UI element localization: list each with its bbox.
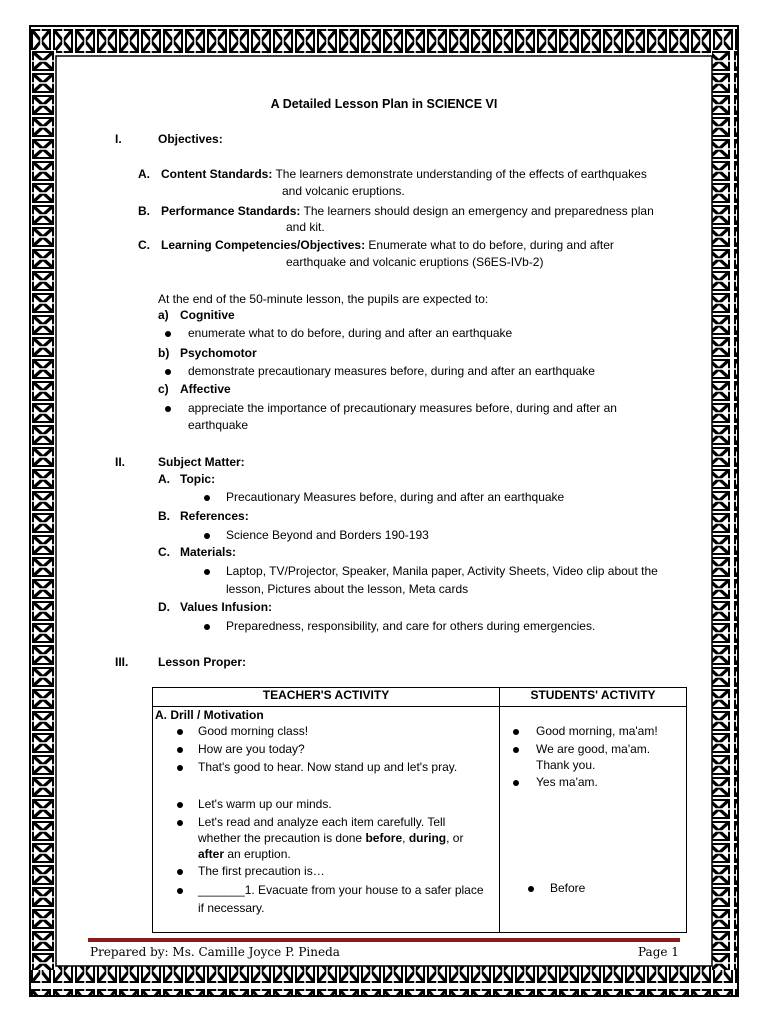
domain-letter-a: a): [158, 308, 169, 322]
domain-letter-c: c): [158, 382, 169, 396]
teacher-line: Let's read and analyze each item carefully. Tell: [198, 815, 446, 829]
teacher-line: _______1. Evacuate from your house to a safer place: [198, 883, 484, 897]
section-heading-objectives: Objectives:: [158, 132, 223, 146]
bullet-icon: [513, 747, 519, 753]
activity-table: [152, 687, 687, 933]
performance-standards: [161, 203, 654, 219]
content-standards-text: The learners demonstrate understanding of the effects of earthquakes: [275, 167, 647, 181]
bullet-icon: [513, 780, 519, 786]
bullet-icon: [177, 765, 183, 771]
item-letter-b: B.: [138, 204, 150, 218]
keyword-before: before: [365, 831, 403, 845]
learning-competencies-label: Learning Competencies/Objectives:: [161, 238, 366, 252]
section-numeral-3: III.: [115, 655, 129, 669]
teacher-activity-header: TEACHER'S ACTIVITY: [153, 688, 500, 707]
teacher-activity-cell: [153, 707, 500, 933]
drill-motivation-heading: A. Drill / Motivation: [155, 708, 264, 722]
domain-cognitive: Cognitive: [180, 308, 235, 322]
cognitive-item: enumerate what to do before, during and after an earthquake: [188, 326, 513, 340]
bullet-icon: [177, 802, 183, 808]
subject-letter-a: A.: [158, 472, 170, 486]
bullet-icon: [513, 729, 519, 735]
comma-text: ,: [402, 831, 409, 845]
bullet-icon: [528, 886, 534, 892]
teacher-line-cont: [198, 847, 291, 863]
bullet-icon: [177, 869, 183, 875]
subject-materials-label: Materials:: [180, 545, 237, 559]
learning-competencies-text: Enumerate what to do before, during and after: [368, 238, 614, 252]
item-letter-a: A.: [138, 167, 150, 181]
objectives-intro: At the end of the 50-minute lesson, the pupils are expected to:: [158, 292, 489, 306]
section-heading-subject-matter: Subject Matter:: [158, 455, 245, 469]
teacher-line: How are you today?: [198, 742, 305, 756]
bullet-icon: [177, 888, 183, 894]
bullet-icon: [177, 729, 183, 735]
domain-psychomotor: Psychomotor: [180, 346, 257, 360]
subject-letter-d: D.: [158, 600, 170, 614]
subject-materials-item: Laptop, TV/Projector, Speaker, Manila paper, Activity Sheets, Video clip about the: [226, 564, 658, 578]
students-activity-cell: [500, 707, 687, 933]
teacher-line-cont: if necessary.: [198, 901, 265, 915]
subject-values-label: Values Infusion:: [180, 600, 273, 614]
bullet-icon: [165, 331, 171, 337]
bullet-icon: [177, 820, 183, 826]
performance-standards-text: The learners should design an emergency and preparedness plan: [303, 204, 654, 218]
bullet-icon: [165, 406, 171, 412]
subject-materials-item-cont: lesson, Pictures about the lesson, Meta cards: [226, 582, 469, 596]
teacher-line: The first precaution is…: [198, 864, 325, 878]
section-numeral-1: I.: [115, 132, 122, 146]
item-letter-c: C.: [138, 238, 150, 252]
keyword-after: after: [198, 847, 225, 861]
keyword-during: during: [408, 831, 447, 845]
section-heading-lesson-proper: Lesson Proper:: [158, 655, 247, 669]
psychomotor-item: demonstrate precautionary measures before, during and after an earthquake: [188, 364, 595, 378]
bullet-icon: [204, 495, 210, 501]
performance-standards-text-cont: and kit.: [286, 220, 325, 234]
teacher-line-cont: [198, 831, 463, 847]
teacher-line: That's good to hear. Now stand up and let's pray.: [198, 760, 458, 774]
content-standards-label: Content Standards:: [161, 167, 273, 181]
subject-letter-c: C.: [158, 545, 170, 559]
bullet-icon: [177, 747, 183, 753]
bullet-icon: [204, 624, 210, 630]
student-line: We are good, ma'am.: [536, 742, 651, 756]
learning-competencies: [161, 237, 614, 253]
bullet-icon: [204, 569, 210, 575]
performance-standards-label: Performance Standards:: [161, 204, 301, 218]
student-line: Before: [550, 881, 586, 895]
footer-rule: [88, 938, 680, 942]
domain-letter-b: b): [158, 346, 170, 360]
domain-affective: Affective: [180, 382, 231, 396]
teacher-line: Let's warm up our minds.: [198, 797, 332, 811]
subject-topic-label: Topic:: [180, 472, 216, 486]
student-line: Yes ma'am.: [536, 775, 598, 789]
student-line: Good morning, ma'am!: [536, 724, 658, 738]
content-standards-text-cont: and volcanic eruptions.: [282, 184, 405, 198]
subject-letter-b: B.: [158, 509, 170, 523]
document-title: A Detailed Lesson Plan in SCIENCE VI: [270, 97, 498, 111]
affective-item: appreciate the importance of precautionary measures before, during and after an: [188, 401, 617, 415]
bullet-icon: [204, 533, 210, 539]
content-standards: [161, 166, 647, 182]
subject-references-label: References:: [180, 509, 249, 523]
teacher-line: Good morning class!: [198, 724, 309, 738]
subject-values-item: Preparedness, responsibility, and care for others during emergencies.: [226, 619, 596, 633]
learning-competencies-text-cont: earthquake and volcanic eruptions (S6ES-IVb-2): [286, 255, 544, 269]
eruption-text: an eruption.: [224, 847, 291, 861]
footer-prepared-by: Prepared by: Ms. Camille Joyce P. Pineda: [90, 945, 340, 959]
student-line-cont: Thank you.: [536, 758, 596, 772]
bullet-icon: [165, 369, 171, 375]
subject-references-item: Science Beyond and Borders 190-193: [226, 528, 429, 542]
section-numeral-2: II.: [115, 455, 126, 469]
affective-item-cont: earthquake: [188, 418, 249, 432]
precaution-instruction-text: whether the precaution is done: [198, 831, 366, 845]
subject-topic-item: Precautionary Measures before, during and after an earthquake: [226, 490, 565, 504]
or-text: , or: [446, 831, 464, 845]
footer-page-number: Page 1: [638, 945, 679, 959]
students-activity-header: STUDENTS' ACTIVITY: [500, 688, 687, 707]
